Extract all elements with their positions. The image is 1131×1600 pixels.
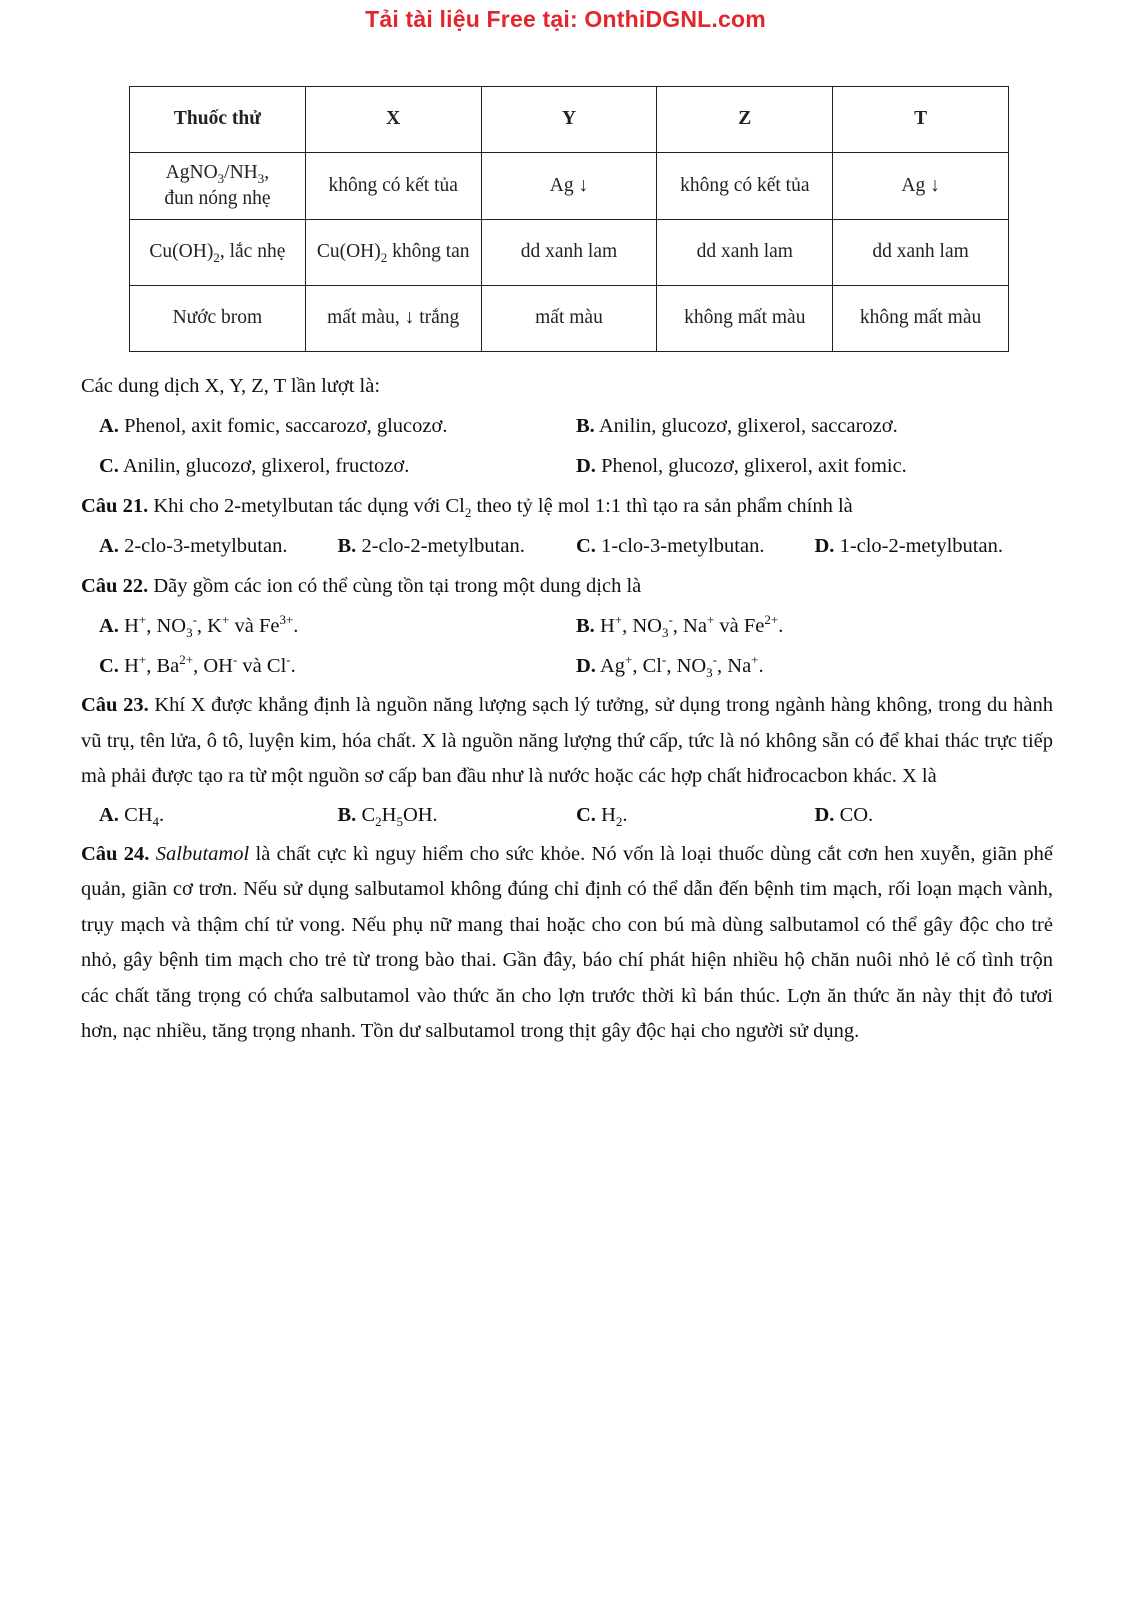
question-24: Câu 24. Salbutamol là chất cực kì nguy hiểm cho sức khỏe. Nó vốn là loại thuốc dùng cắt cơn hen xuyễn, giãn phế quản, giãn cơ trơn. Nếu sử dụng salbutamol không đúng chỉ định có thể dẫn đến bệnh tim mạch, rối loạn mạch vành, trụy mạch và thậm chí tử vong. Nếu phụ nữ mang thai hoặc cho con bú mà dùng salbutamol có thể gây độc cho trẻ nhỏ, gây bệnh tim mạch cho trẻ từ trong bào thai. Gần đây, báo chí phát hiện nhiều hộ chăn nuôi nhỏ lẻ cố tình trộn các chất tăng trọng có chứa salbutamol vào thức ăn cho lợn trước thời kì bán thúc. Lợn ăn thức ăn này thịt đỏ tươi hơn, nạc nhiều, tăng trọng nhanh. Tồn dư salbutamol trong thịt gây độc hại cho người sử dụng.	[81, 842, 1054, 1042]
reagent-table	[129, 86, 1009, 352]
table-cell: Ag ↓	[833, 153, 1009, 219]
answer-options	[81, 446, 1053, 486]
option-c[interactable]: C. Anilin, glucozơ, glixerol, fructozơ.	[99, 455, 410, 477]
question-content	[81, 366, 1053, 1050]
table-cell: dd xanh lam	[481, 219, 657, 285]
table-cell: không mất màu	[657, 285, 833, 351]
reagent-cell: Nước brom	[130, 285, 306, 351]
option-d[interactable]: D. Ag+, Cl-, $NO_3^-$, Na+.	[576, 652, 764, 681]
question-21: Câu 21. Khi cho 2-metylbutan tác dụng với $Cl_2$ theo tỷ lệ mol 1:1 thì tạo ra sản phẩm chính là	[81, 495, 853, 521]
reagent-cell: $Cu(OH)_2$, lắc nhẹ	[130, 219, 306, 285]
answer-options	[81, 606, 1053, 646]
table-row	[130, 153, 1009, 219]
option-d[interactable]: D. Phenol, glucozơ, glixerol, axit fomic.	[576, 455, 907, 477]
answer-options	[81, 795, 1053, 835]
option-c[interactable]: C. $H_2$.	[576, 803, 628, 829]
option-b[interactable]: B. Anilin, glucozơ, glixerol, saccarozơ.	[576, 415, 898, 437]
table-row	[130, 219, 1009, 285]
option-a[interactable]: A. 2-clo-3-metylbutan.	[99, 535, 288, 557]
option-a[interactable]: A. Phenol, axit fomic, saccarozơ, glucozơ.	[99, 415, 448, 437]
answer-options	[81, 406, 1053, 446]
question-23: Câu 23. Khí X được khẳng định là nguồn năng lượng sạch lý tưởng, sử dụng trong ngành hàng không, trong du hành vũ trụ, tên lửa, ô tô, luyện kim, hóa chất. X là nguồn năng lượng thứ cấp, tức là nó không sẵn có để khai thác trực tiếp mà phải được tạo ra từ một nguồn sơ cấp ban đầu như là nước hoặc các hợp chất hiđrocacbon khác. X là	[81, 694, 1053, 787]
option-c[interactable]: C. 1-clo-3-metylbutan.	[576, 535, 765, 557]
question-intro: Các dung dịch X, Y, Z, T lần lượt là:	[81, 375, 381, 397]
option-a[interactable]: A. $CH_4$.	[99, 803, 165, 829]
reagent-cell: $AgNO_3/NH_3$, đun nóng nhẹ	[130, 153, 306, 219]
table-cell: không có kết tủa	[657, 153, 833, 219]
table-header-cell: Y	[481, 87, 657, 153]
table-header-cell: Z	[657, 87, 833, 153]
table-cell: dd xanh lam	[833, 219, 1009, 285]
answer-options	[81, 646, 1053, 686]
table-cell: không có kết tủa	[305, 153, 481, 219]
download-banner[interactable]: Tải tài liệu Free tại: OnthiDGNL.com	[365, 6, 766, 32]
table-header-cell: X	[305, 87, 481, 153]
table-cell: không mất màu	[833, 285, 1009, 351]
table-cell: mất màu	[481, 285, 657, 351]
option-c[interactable]: C. H+, $Ba^{2+}$, OH- và Cl-.	[99, 652, 296, 677]
option-b[interactable]: B. $C_2H_5OH$.	[337, 803, 438, 829]
table-header-cell: Thuốc thử	[130, 87, 306, 153]
option-a[interactable]: A. H+, $NO_3^-$, K+ và $Fe^{3+}$.	[99, 612, 299, 641]
table-cell: dd xanh lam	[657, 219, 833, 285]
table-row	[130, 285, 1009, 351]
table-header-cell: T	[833, 87, 1009, 153]
question-22: Câu 22. Dãy gồm các ion có thể cùng tồn tại trong một dung dịch là	[81, 575, 642, 597]
answer-options	[81, 526, 1053, 566]
table-cell: mất màu, ↓ trắng	[305, 285, 481, 351]
table-cell: $Cu(OH)_2$ không tan	[305, 219, 481, 285]
table-header-row	[130, 87, 1009, 153]
option-b[interactable]: B. 2-clo-2-metylbutan.	[337, 535, 525, 557]
option-d[interactable]: D. CO.	[814, 803, 874, 826]
option-d[interactable]: D. 1-clo-2-metylbutan.	[814, 535, 1003, 557]
option-b[interactable]: B. H+, $NO_3^-$, Na+ và $Fe^{2+}$.	[576, 612, 784, 641]
table-cell: Ag ↓	[481, 153, 657, 219]
